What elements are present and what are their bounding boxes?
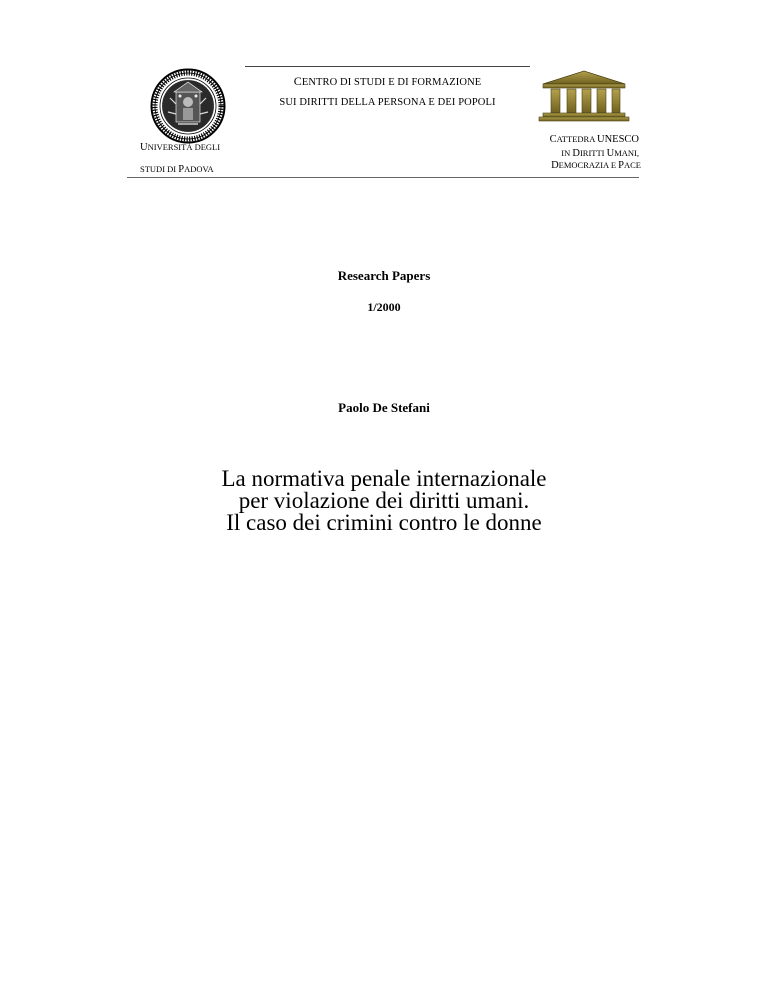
document-title-line-2: per violazione dei diritti umani.: [238, 488, 530, 513]
header-bottom-rule: [127, 177, 639, 178]
author-name: Paolo De Stefani: [338, 400, 430, 415]
university-name-line-1: UNIVERSITÀ DEGLI: [140, 142, 221, 153]
cattedra-line-2: IN DIRITTI UMANI,: [561, 148, 639, 159]
unesco-temple-logo-icon: [537, 70, 631, 122]
header-top-rule: [245, 66, 530, 67]
document-title-line-1: La normativa penale internazionale: [221, 466, 547, 491]
series-label: Research Papers: [337, 268, 431, 283]
centro-title-line-2: SUI DIRITTI DELLA PERSONA E DEI POPOLI: [279, 97, 496, 108]
series-number: 1/2000: [367, 300, 401, 314]
cattedra-line-3: DEMOCRAZIA E PACE: [551, 160, 641, 171]
centro-title-line-1: CENTRO DI STUDI E DI FORMAZIONE: [293, 74, 482, 88]
university-name-line-2: STUDI DI PADOVA: [140, 164, 214, 175]
document-title-line-3: Il caso dei crimini contro le donne: [226, 510, 542, 535]
cattedra-line-1: CATTEDRA UNESCO: [549, 134, 639, 145]
padova-university-seal-icon: [150, 68, 226, 144]
